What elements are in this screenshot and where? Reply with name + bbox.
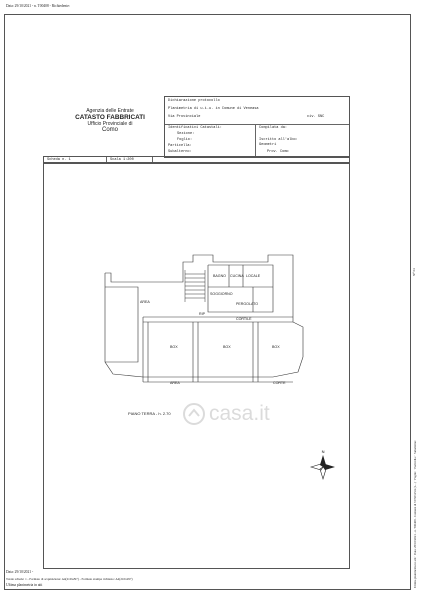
info-box [164, 96, 350, 158]
right-marker: N° 01 [412, 267, 416, 276]
scheda-scale: Scala 1:200 [110, 157, 134, 162]
ident-subalterno: Subalterno: [168, 150, 192, 154]
room-label-cortile: CORTILE [236, 317, 252, 321]
stair [185, 270, 205, 302]
watermark-text: casa.it [209, 402, 270, 425]
room-label-area-2: AREA [170, 381, 180, 385]
footer-last-plan: Ultima planimetria in atti [6, 583, 43, 587]
info-address: Via Provinciale [168, 115, 201, 119]
watermark [182, 402, 270, 426]
agency-block [40, 108, 180, 134]
compiled-prov: Prov. Como [267, 150, 289, 154]
room-label-bagno: BAGNO [213, 274, 226, 278]
svg-text:N: N [321, 449, 325, 454]
floor-plan [43, 162, 348, 567]
casa-logo-icon [182, 402, 206, 426]
ident-sezione: Sezione: [177, 132, 195, 136]
room-label-rip: RIP [199, 312, 205, 316]
floor-label: PIANO TERRA - h. 2.70 [128, 411, 171, 416]
room-label-locale: LOCALE [246, 274, 261, 278]
room-label-box-3: BOX [272, 345, 280, 349]
room-label-pergolato: PERGOLATO [236, 302, 259, 306]
agency-province: Como [101, 127, 118, 133]
side-info: Ultima planimetria in atti · Data: 29/10/2021 - n. T00408 - Comune di VENEASA (L...) · Foglio: · Particella: · Subalterno: [413, 440, 417, 588]
agency-office: Ufficio Provinciale di [87, 121, 133, 127]
room-label-corte: CORTE [273, 381, 286, 385]
info-plan: Planimetria di u.i.u. in Comune di Veneasa [168, 107, 259, 111]
agency-catasto: CATASTO FABBRICATI [75, 114, 145, 121]
agency-name: Agenzia delle Entrate [86, 108, 134, 114]
room-label-box-2: BOX [223, 345, 231, 349]
footer-totals: Totale schede: 1 - Formato di acquisizione: A4(210x297) - Formato stampa richiesto: A4(210x297) [6, 577, 133, 581]
compiled-geometri: Geometri [259, 143, 277, 147]
footer-date: Data: 29/10/2021 - [6, 570, 34, 574]
compiled-albo: Iscritto all'albo: [259, 138, 298, 142]
info-civ: civ. SNC [307, 115, 325, 119]
ident-title: Identificativi Catastali: [168, 126, 222, 130]
room-label-soggiorno: SOGGIORNO [210, 292, 233, 296]
north-arrow-icon [311, 449, 335, 479]
room-label-box-1: BOX [170, 345, 178, 349]
info-title: Dichiarazione protocollo [168, 99, 220, 103]
room-label-cucina: CUCINA [230, 274, 244, 278]
compiled-title: Compilata da: [259, 126, 288, 130]
room-label-area-1: AREA [140, 300, 150, 304]
ident-particella: Particella: [168, 144, 192, 148]
header-stamp: Data: 29/10/2021 - n. T00408 - Richiedente: [6, 4, 70, 8]
scheda-number: Scheda n. 1 [47, 157, 71, 162]
ident-foglio: Foglio: [177, 138, 193, 142]
